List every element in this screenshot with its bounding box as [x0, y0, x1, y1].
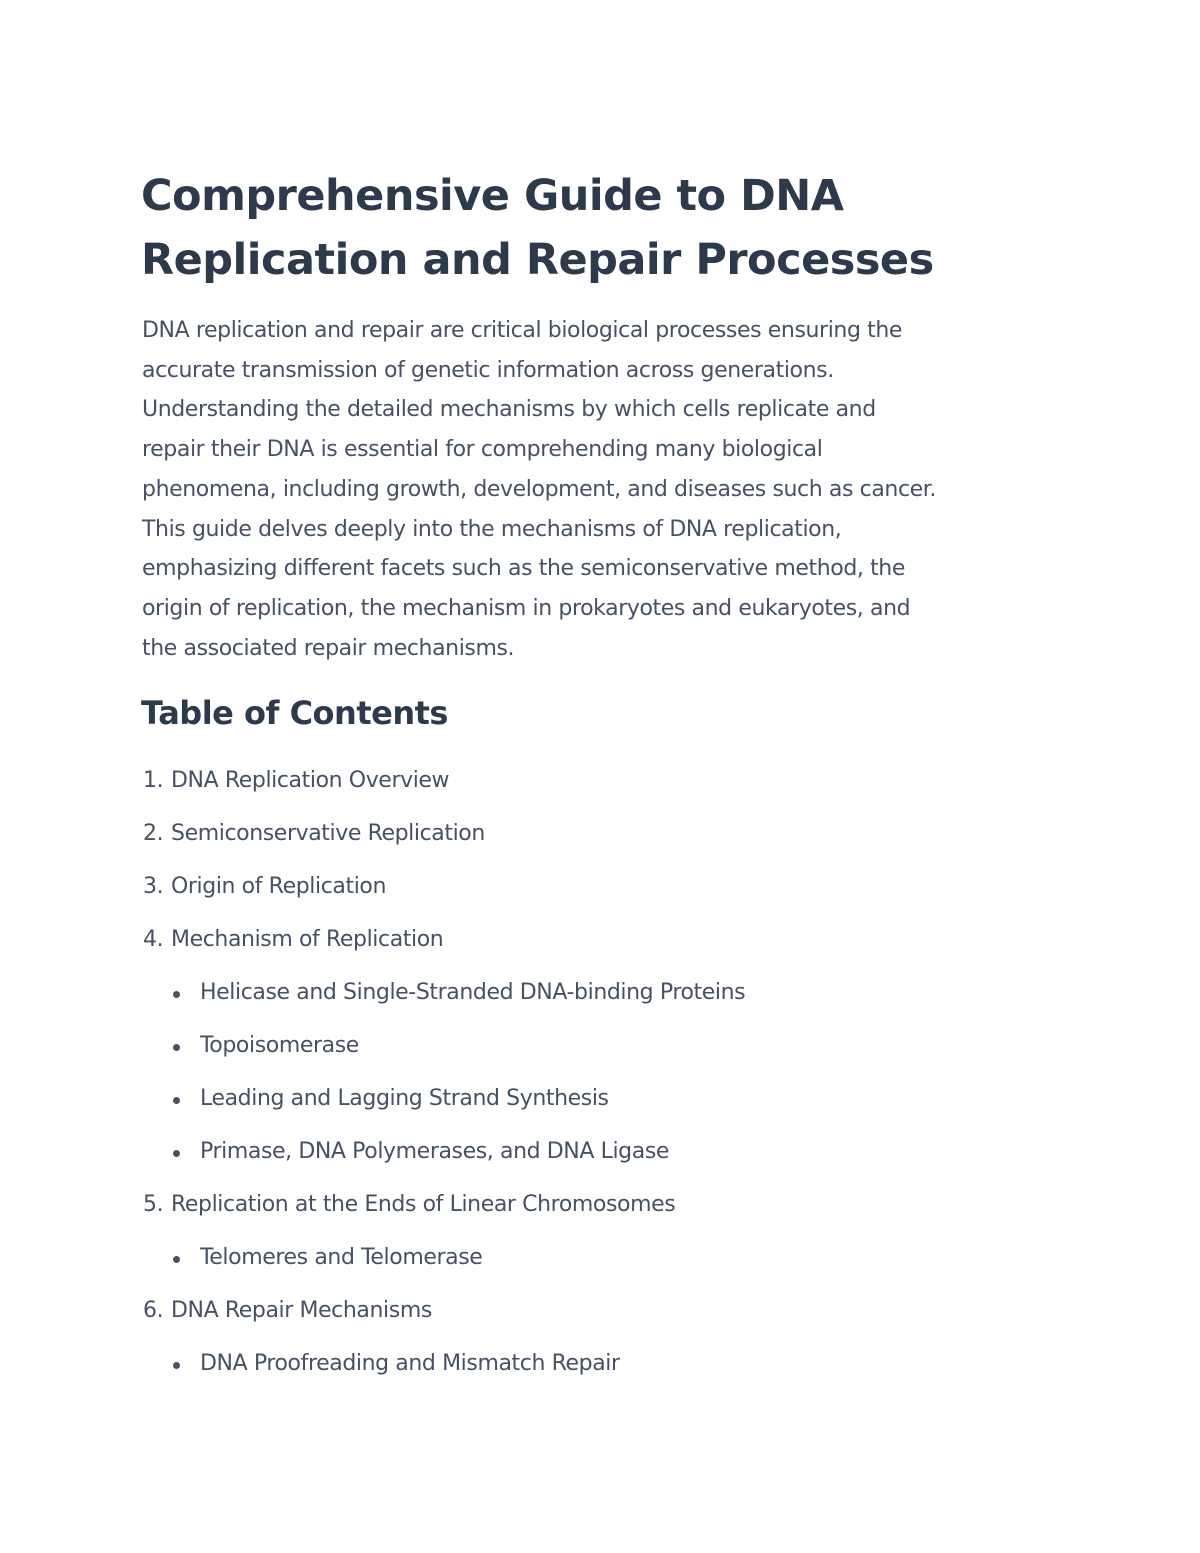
- intro-line: Understanding the detailed mechanisms by which cells replicate and: [142, 397, 876, 423]
- toc-item-label: Replication at the Ends of Linear Chromosomes: [171, 1192, 676, 1217]
- bullet-icon: [173, 1150, 180, 1157]
- intro-line: the associated repair mechanisms.: [142, 635, 515, 661]
- toc-item-label: Semiconservative Replication: [171, 821, 485, 846]
- bullet-icon: [173, 1256, 180, 1263]
- intro-line: This guide delves deeply into the mechanisms of DNA replication,: [142, 516, 842, 542]
- toc-item-label: DNA Replication Overview: [171, 768, 450, 793]
- page-title: [141, 164, 934, 292]
- toc-item-label: DNA Repair Mechanisms: [171, 1298, 432, 1323]
- toc-item-number: 5.: [143, 1192, 164, 1217]
- toc-item-label: Origin of Replication: [171, 874, 387, 899]
- toc-item-label: Mechanism of Replication: [171, 927, 444, 952]
- toc-item[interactable]: [0, 1188, 1200, 1241]
- toc-item-number: 6.: [143, 1298, 164, 1323]
- toc-item-label: Leading and Lagging Strand Synthesis: [200, 1086, 609, 1111]
- toc-item-label: Topoisomerase: [200, 1033, 359, 1058]
- toc-item-label: DNA Proofreading and Mismatch Repair: [200, 1351, 620, 1376]
- toc-subitem[interactable]: [0, 976, 1200, 1029]
- bullet-icon: [173, 1097, 180, 1104]
- intro-line: accurate transmission of genetic information across generations.: [142, 357, 834, 383]
- intro-paragraph: [142, 311, 936, 668]
- intro-line: phenomena, including growth, development, and diseases such as cancer.: [142, 476, 936, 502]
- bullet-icon: [173, 1362, 180, 1369]
- toc-item-label: Primase, DNA Polymerases, and DNA Ligase: [200, 1139, 670, 1164]
- toc-item-number: 2.: [143, 821, 164, 846]
- toc-subitem[interactable]: [0, 1135, 1200, 1188]
- toc-subitem[interactable]: [0, 1347, 1200, 1400]
- toc-item-label: Helicase and Single-Stranded DNA-binding Proteins: [200, 980, 746, 1005]
- toc-item-label: Telomeres and Telomerase: [200, 1245, 483, 1270]
- toc-item-number: 4.: [143, 927, 164, 952]
- bullet-icon: [173, 1044, 180, 1051]
- toc-item[interactable]: [0, 817, 1200, 870]
- table-of-contents: [0, 764, 1200, 1400]
- toc-item[interactable]: [0, 923, 1200, 976]
- toc-item-number: 3.: [143, 874, 164, 899]
- title-line: Replication and Repair Processes: [141, 235, 934, 285]
- toc-item-number: 1.: [143, 768, 164, 793]
- title-line: Comprehensive Guide to DNA: [141, 171, 844, 221]
- intro-line: DNA replication and repair are critical biological processes ensuring the: [142, 318, 903, 343]
- intro-line: origin of replication, the mechanism in prokaryotes and eukaryotes, and: [142, 595, 911, 621]
- toc-subitem[interactable]: [0, 1029, 1200, 1082]
- bullet-icon: [173, 991, 180, 998]
- toc-item[interactable]: [0, 870, 1200, 923]
- toc-subitem[interactable]: [0, 1241, 1200, 1294]
- toc-item[interactable]: [0, 1294, 1200, 1347]
- toc-subitem[interactable]: [0, 1082, 1200, 1135]
- toc-heading: Table of Contents: [141, 694, 448, 732]
- intro-line: emphasizing different facets such as the semiconservative method, the: [142, 556, 905, 582]
- intro-line: repair their DNA is essential for comprehending many biological: [142, 437, 823, 463]
- toc-item[interactable]: [0, 764, 1200, 817]
